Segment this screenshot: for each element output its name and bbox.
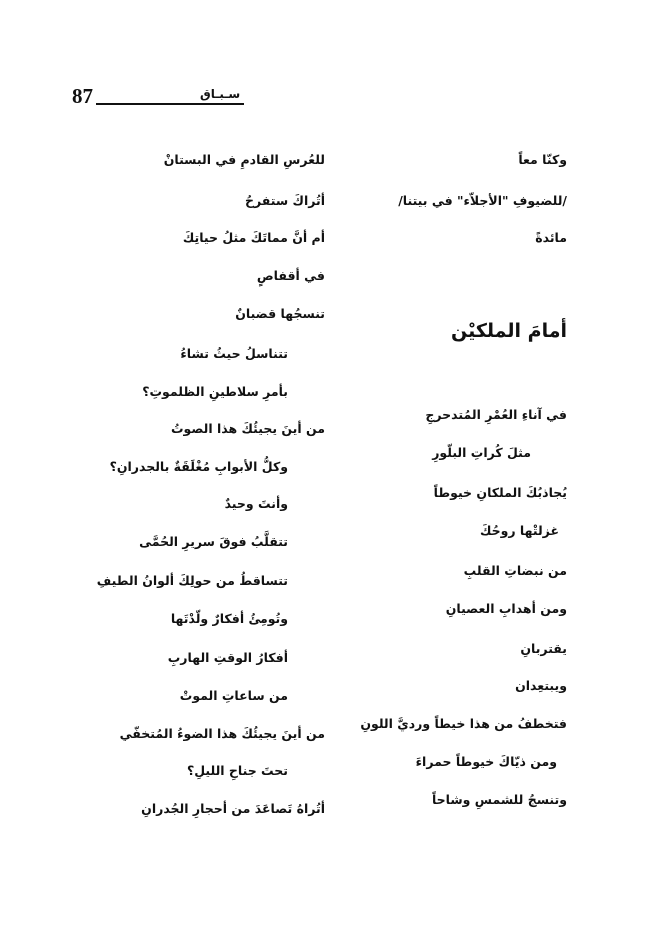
poem-line: وأنتَ وحيدٌ xyxy=(224,496,288,511)
section-title: أمامَ الملكيْن xyxy=(451,320,567,342)
poem-line: مثلَ كُراتِ البلّورِ xyxy=(432,445,531,460)
poem-line: وكلُّ الأبوابِ مُغْلَقَةٌ بالجدرانِ؟ xyxy=(109,459,288,474)
poem-line: ويبتعِدان xyxy=(515,678,567,693)
poem-line: ومن أهدابِ العصيانِ xyxy=(445,601,567,616)
header-rule xyxy=(96,103,244,105)
poem-line: في أقفاصٍ xyxy=(256,268,325,283)
poem-line: أم أنَّ مماتَكَ مثلُ حياتِكَ xyxy=(182,230,325,245)
poem-line: فتخطفُ من هذا خيطاً ورديَّ اللونِ xyxy=(360,716,567,731)
running-title: سـبـاق xyxy=(200,87,241,101)
poem-line: وتُومِئُ أفكارٌ ولّدْتَها xyxy=(170,611,288,626)
poem-line: بأمرِ سلاطينِ الظلموتِ؟ xyxy=(142,384,288,399)
poem-line: تتساقطُ من حولِكَ ألوانُ الطيفِ xyxy=(96,573,288,588)
page-number: 87 xyxy=(72,84,93,108)
poem-line: ومن ذيّاكَ خيوطاً حمراءَ xyxy=(415,754,557,769)
poem-line: أفكارُ الوقتِ الهاربِ xyxy=(167,650,288,665)
poem-line: مائدةً xyxy=(535,230,567,245)
poem-line: أتُراكَ ستفرحُ xyxy=(244,193,325,208)
poem-line: للعُرسِ القادمِ في البستانْ xyxy=(163,152,325,167)
poem-line: أتُراهُ تَصاعَدَ من أحجارِ الجُدرانِ xyxy=(141,801,325,816)
poem-line: من أينَ يجيئُكَ هذا الصوتُ xyxy=(170,421,325,436)
poem-line: في آناءِ العُمْرِ المُتدحرجِ xyxy=(425,407,567,422)
poem-line: وتنسجُ للشمسِ وشاحاً xyxy=(431,792,567,807)
poem-line: يُجاذبُكَ الملكانِ خيوطاً xyxy=(433,485,567,500)
poem-line: يقتربانِ xyxy=(520,641,567,656)
poem-line: وكنّا معاً xyxy=(518,152,567,167)
poem-line: من نبضاتِ القلبِ xyxy=(463,563,567,578)
poem-line: من أينَ يجيئُكَ هذا الضوءُ المُتخفّي xyxy=(119,726,325,741)
poem-line: تحتَ جناحِ الليلِ؟ xyxy=(186,763,288,778)
poem-line: من ساعاتِ الموتْ xyxy=(179,688,288,703)
poem-line: تنسجُها قضبانٌ xyxy=(235,306,325,321)
poem-line: تتناسلُ حيثُ تشاءُ xyxy=(180,346,288,361)
poem-line: /للضيوفِ "الأجلاّء" في بيتنا/ xyxy=(398,193,567,208)
poem-line: غزلتْها روحُكَ xyxy=(479,523,559,538)
poem-line: تتقلَّبُ فوقَ سريرِ الحُمَّى xyxy=(139,534,288,549)
